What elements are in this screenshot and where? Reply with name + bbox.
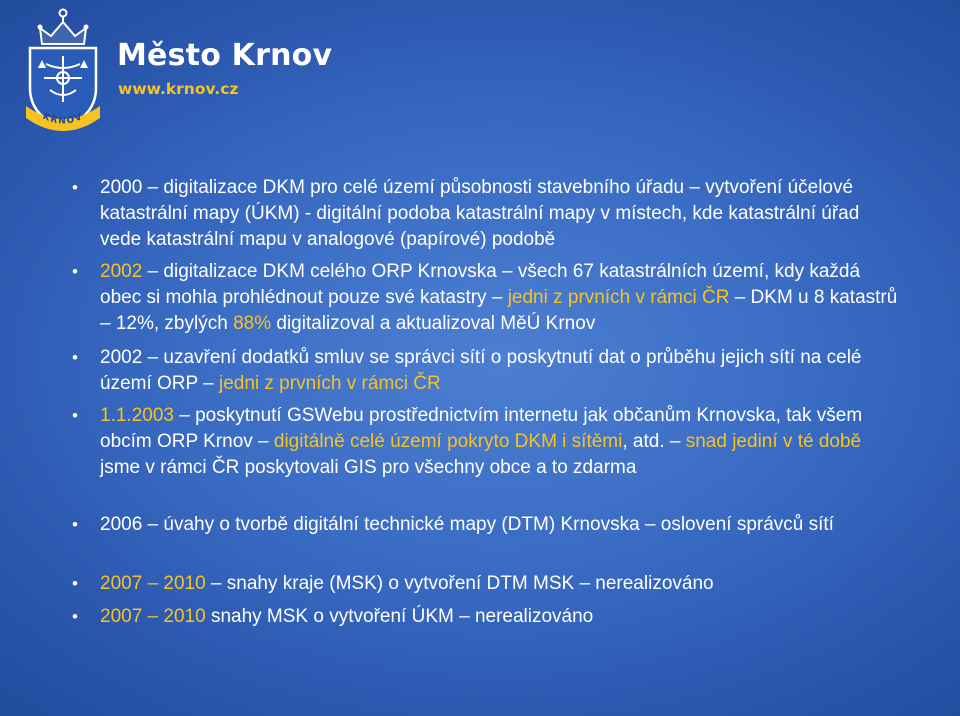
city-name: Město Krnov xyxy=(117,38,333,73)
highlighted-text: 2007 – 2010 xyxy=(100,573,206,594)
bullet-text: – poskytnutí GSWebu prostřednictvím internetu jak občanům Krnovska, tak všem obcím ORP Krnov – xyxy=(100,405,863,452)
city-website-link[interactable]: www.krnov.cz xyxy=(118,80,239,98)
highlighted-text: 2007 – 2010 xyxy=(100,606,206,627)
bullet-item-2003-gsweb xyxy=(100,403,900,481)
bullet-item-2002-contracts xyxy=(100,345,900,397)
bullet-item-2002-dkm xyxy=(100,259,900,337)
svg-text:KRNOV: KRNOV xyxy=(41,111,85,127)
highlighted-text: snad jediní v té době xyxy=(685,431,862,452)
bullet-text: 2002 – uzavření dodatků smluv se správci sítí o poskytnutí dat o průběhu jejich sítí na celé území ORP – xyxy=(100,347,862,394)
bullet-text: , atd. – xyxy=(622,431,686,452)
highlighted-text: 2002 xyxy=(100,261,143,282)
bullet-text: jsme v rámci ČR poskytovali GIS pro všechny obce a to zdarma xyxy=(100,457,637,478)
bullet-text: 2006 – úvahy o tvorbě digitální technické mapy (DTM) Krnovska – oslovení správců sítí xyxy=(100,514,834,535)
bullet-item-2007-ukm xyxy=(100,604,900,630)
bullet-text: – snahy kraje (MSK) o vytvoření DTM MSK – nerealizováno xyxy=(205,573,714,594)
highlighted-text: digitálně celé území pokryto DKM i sítěmi xyxy=(273,431,623,452)
highlighted-text: 88% xyxy=(233,313,272,334)
highlighted-text: jedni z prvních v rámci ČR xyxy=(507,287,730,308)
bullet-text: snahy MSK o vytvoření ÚKM – nerealizováno xyxy=(205,606,594,627)
bullet-item-2007-dtm-msk xyxy=(100,571,900,597)
bullet-text: 2000 – digitalizace DKM pro celé území působnosti stavebního úřadu – vytvoření účelové katastrální mapy (ÚKM) - digitální podoba katastrální mapy v místech, kde katastrální úřad vede katastrální mapu v analogové (papírové) podobě xyxy=(100,177,860,250)
highlighted-text: 1.1.2003 xyxy=(100,405,174,426)
bullet-text: – DKM u 8 katastrů – 12%, zbylých xyxy=(100,287,898,334)
highlighted-text: jedni z prvních v rámci ČR xyxy=(218,373,441,394)
bullet-text: – digitalizace DKM celého ORP Krnovska – všech 67 katastrálních území, kdy každá obec si mohla prohlédnout pouze své katastry – xyxy=(100,261,861,308)
bullet-item-2000 xyxy=(100,175,900,253)
bullet-item-2006-dtm xyxy=(100,512,900,538)
bullet-text: digitalizoval a aktualizoval MěÚ Krnov xyxy=(271,313,596,334)
